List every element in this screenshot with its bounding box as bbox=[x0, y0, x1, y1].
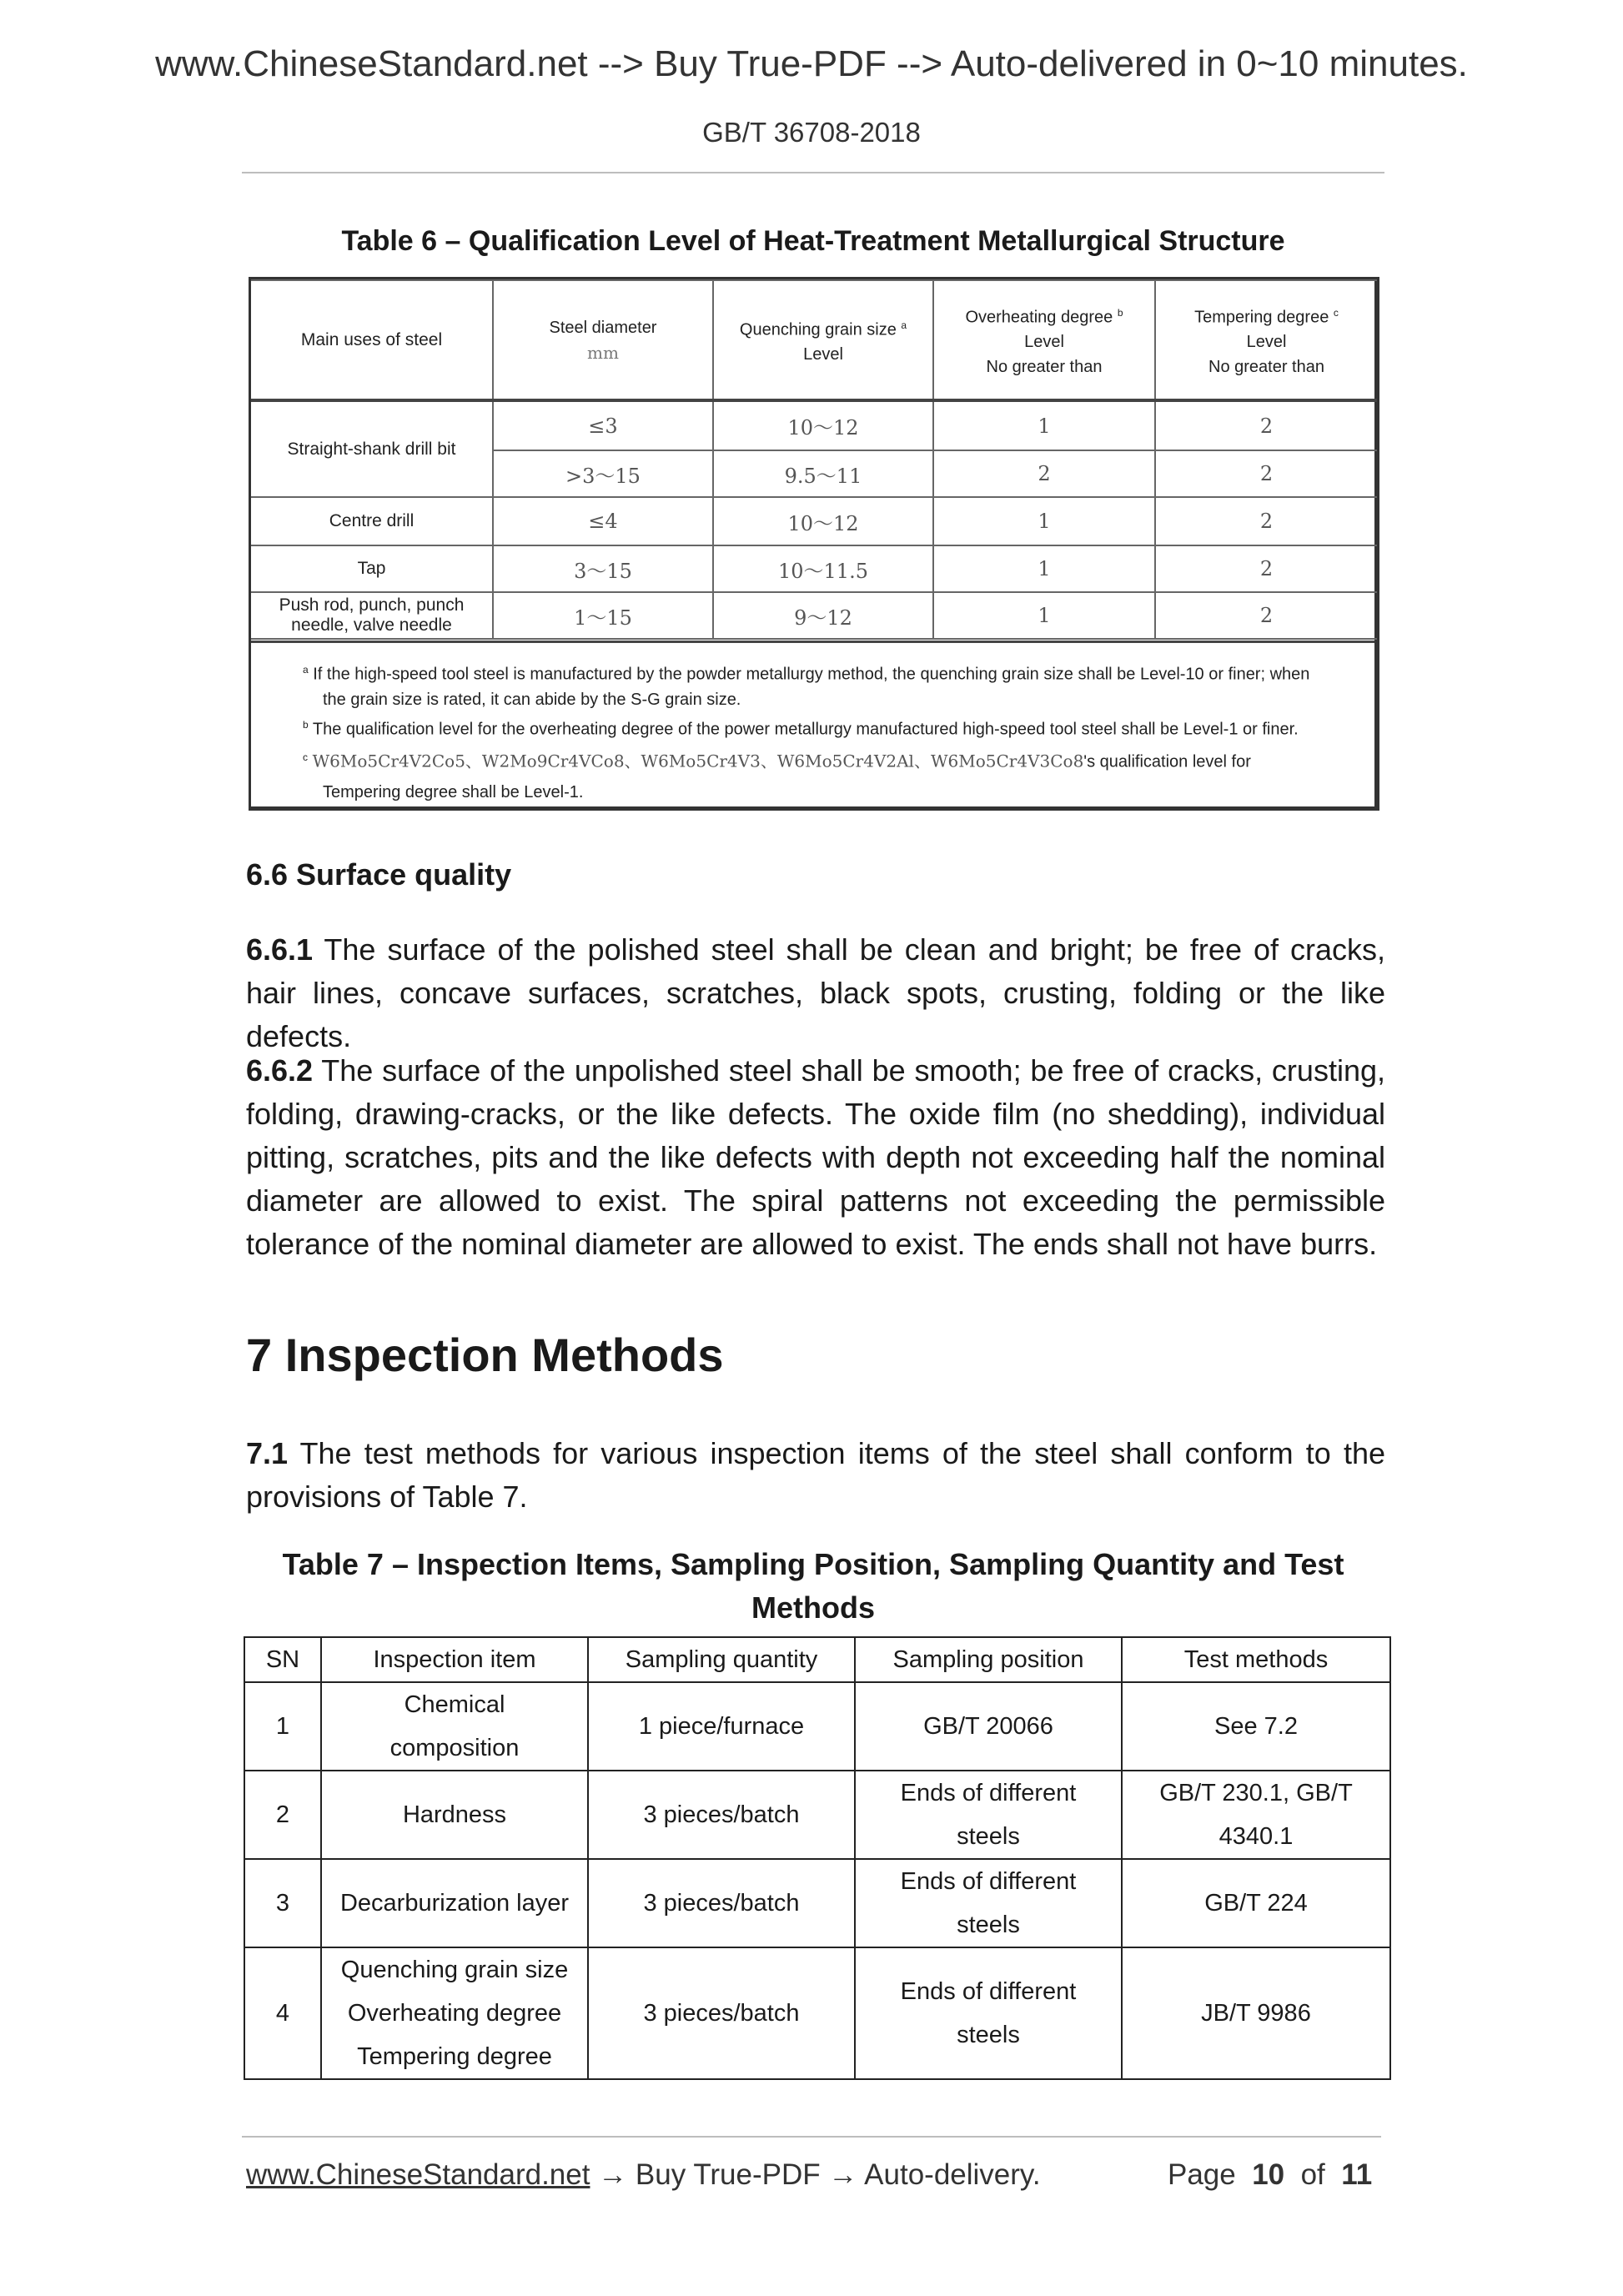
table6-header-overheat: Overheating degree $^b$ Level No greater than bbox=[933, 280, 1155, 400]
table6-cell-quench: 10～11.5 bbox=[713, 545, 933, 592]
table7-cell-sn: 2 bbox=[244, 1771, 321, 1859]
table7-cell-method: JB/T 9986 bbox=[1122, 1947, 1390, 2079]
table7-cell-quantity: 1 piece/furnace bbox=[588, 1682, 855, 1771]
table6-cell-diameter: >3～15 bbox=[493, 450, 713, 497]
table6-note-a-cont: the grain size is rated, it can abide by the S-G grain size. bbox=[323, 690, 741, 709]
table7-cell-method: See 7.2 bbox=[1122, 1682, 1390, 1771]
table-row bbox=[244, 1947, 1390, 2079]
table6-note-a: $^a$ If the high-speed tool steel is manufactured by the powder metallurgy method, the quenching grain size shall be Level-10 or finer; when bbox=[303, 664, 1310, 684]
table7 bbox=[244, 1636, 1391, 2080]
table6-cell-use: Centre drill bbox=[251, 497, 493, 545]
table7-header-cell: Test methods bbox=[1122, 1637, 1390, 1682]
table6-cell-diameter: ≤4 bbox=[493, 497, 713, 545]
table7-cell-quantity: 3 pieces/batch bbox=[588, 1947, 855, 2079]
footer-divider bbox=[242, 2136, 1381, 2138]
table6-title: Table 6 – Qualification Level of Heat-Treatment Metallurgical Structure bbox=[341, 225, 1285, 257]
table6-cell-quench: 10～12 bbox=[713, 497, 933, 545]
table6-header-main-uses: Main uses of steel bbox=[251, 280, 493, 400]
table-row bbox=[244, 1771, 1390, 1859]
paragraph-6-6-2: 6.6.2 The surface of the unpolished steel shall be smooth; be free of cracks, crusting, folding, drawing-cracks, or the like defects. The oxide film (no shedding), individual pitting, scratches, pits and the like defects with depth not exceeding half the nominal diameter are allowed to exist. The spiral patterns not exceeding the permissible tolerance of the nominal diameter are allowed to exist. The ends shall not have burrs. bbox=[246, 1053, 1385, 1261]
table6-cell-temper: 2 bbox=[1155, 400, 1377, 450]
table6-notes bbox=[251, 641, 1374, 810]
table7-cell-item: Decarburization layer bbox=[321, 1859, 588, 1947]
table6-note-b: $^b$ The qualification level for the overheating degree of the power metallurgy manufactured high-speed tool steel shall be Level-1 or finer. bbox=[303, 718, 1299, 739]
table6-header-temper: Tempering degree $^c$ Level No greater than bbox=[1155, 280, 1377, 400]
table6-cell-quench: 9.5～11 bbox=[713, 450, 933, 497]
table7-cell-position: Ends of different steels bbox=[855, 1859, 1122, 1947]
table6-cell-diameter: 3～15 bbox=[493, 545, 713, 592]
paragraph-6-6-1: 6.6.1 The surface of the polished steel shall be clean and bright; be free of cracks, hair lines, concave surfaces, scratches, black spots, crusting, folding or the like defects. bbox=[246, 932, 1385, 1053]
table7-cell-item: Hardness bbox=[321, 1771, 588, 1859]
table6-cell-use: Push rod, punch, punch needle, valve needle bbox=[251, 592, 493, 639]
table6-cell-quench: 9～12 bbox=[713, 592, 933, 639]
table7-header-cell: SN bbox=[244, 1637, 321, 1682]
table7-title: Table 7 – Inspection Items, Sampling Position, Sampling Quantity and Test Methods bbox=[282, 1547, 1344, 1625]
table7-cell-sn: 1 bbox=[244, 1682, 321, 1771]
table-row bbox=[251, 497, 1377, 545]
table6-note-c-cont: Tempering degree shall be Level-1. bbox=[323, 782, 584, 801]
paragraph-7-1: 7.1 The test methods for various inspection items of the steel shall conform to the provisions of Table 7. bbox=[246, 1436, 1385, 1514]
table-row bbox=[244, 1682, 1390, 1771]
table6-header-quench: Quenching grain size $^a$ Level bbox=[713, 280, 933, 400]
table7-cell-position: Ends of different steels bbox=[855, 1771, 1122, 1859]
table6-cell-overheat: 1 bbox=[933, 592, 1155, 639]
section-heading-7: 7 Inspection Methods bbox=[246, 1329, 724, 1381]
table6-cell-use: Straight-shank drill bit bbox=[251, 400, 493, 497]
table7-cell-item: Quenching grain size Overheating degree Tempering degree bbox=[321, 1947, 588, 2079]
table6-cell-overheat: 2 bbox=[933, 450, 1155, 497]
table6-header-diameter: Steel diameter mm bbox=[493, 280, 713, 400]
table6-cell-temper: 2 bbox=[1155, 497, 1377, 545]
table6-cell-quench: 10～12 bbox=[713, 400, 933, 450]
table-row bbox=[244, 1859, 1390, 1947]
header-divider bbox=[242, 172, 1384, 173]
table7-cell-position: Ends of different steels bbox=[855, 1947, 1122, 2079]
table7-cell-quantity: 3 pieces/batch bbox=[588, 1771, 855, 1859]
table6-note-c: $^c$ W6Mo5Cr4V2Co5、W2Mo9Cr4VCo8、W6Mo5Cr4V3、W6Mo5Cr4V2Al、W6Mo5Cr4V3Co8's qualification level for bbox=[303, 751, 1251, 771]
table7-header-cell: Sampling quantity bbox=[588, 1637, 855, 1682]
table-row bbox=[251, 592, 1377, 639]
table6-cell-diameter: ≤3 bbox=[493, 400, 713, 450]
page-indicator: Page 10 of 11 bbox=[1168, 2158, 1373, 2191]
table7-cell-method: GB/T 230.1, GB/T 4340.1 bbox=[1122, 1771, 1390, 1859]
document-number: GB/T 36708-2018 bbox=[702, 117, 921, 148]
table6-cell-temper: 2 bbox=[1155, 545, 1377, 592]
table7-cell-sn: 3 bbox=[244, 1859, 321, 1947]
section-heading-6-6: 6.6 Surface quality bbox=[246, 857, 512, 892]
table6-cell-overheat: 1 bbox=[933, 545, 1155, 592]
table-row bbox=[251, 400, 1377, 450]
table6-cell-diameter: 1～15 bbox=[493, 592, 713, 639]
footer-promo: www.ChineseStandard.net → Buy True-PDF → Auto-delivery. bbox=[246, 2158, 1041, 2191]
table6 bbox=[249, 277, 1379, 811]
table6-cell-temper: 2 bbox=[1155, 450, 1377, 497]
site-banner: www.ChineseStandard.net --> Buy True-PDF --> Auto-delivered in 0~10 minutes. bbox=[155, 43, 1468, 84]
table6-cell-temper: 2 bbox=[1155, 592, 1377, 639]
table6-cell-overheat: 1 bbox=[933, 400, 1155, 450]
footer-site-link[interactable]: www.ChineseStandard.net bbox=[246, 2158, 590, 2191]
table6-cell-use: Tap bbox=[251, 545, 493, 592]
table7-cell-sn: 4 bbox=[244, 1947, 321, 2079]
table-row bbox=[251, 545, 1377, 592]
table7-header-row bbox=[244, 1637, 1390, 1682]
table7-cell-item: Chemical composition bbox=[321, 1682, 588, 1771]
table7-header-cell: Inspection item bbox=[321, 1637, 588, 1682]
table7-cell-position: GB/T 20066 bbox=[855, 1682, 1122, 1771]
table7-header-cell: Sampling position bbox=[855, 1637, 1122, 1682]
table6-cell-overheat: 1 bbox=[933, 497, 1155, 545]
table7-cell-quantity: 3 pieces/batch bbox=[588, 1859, 855, 1947]
table6-header-row bbox=[251, 280, 1377, 400]
table7-cell-method: GB/T 224 bbox=[1122, 1859, 1390, 1947]
